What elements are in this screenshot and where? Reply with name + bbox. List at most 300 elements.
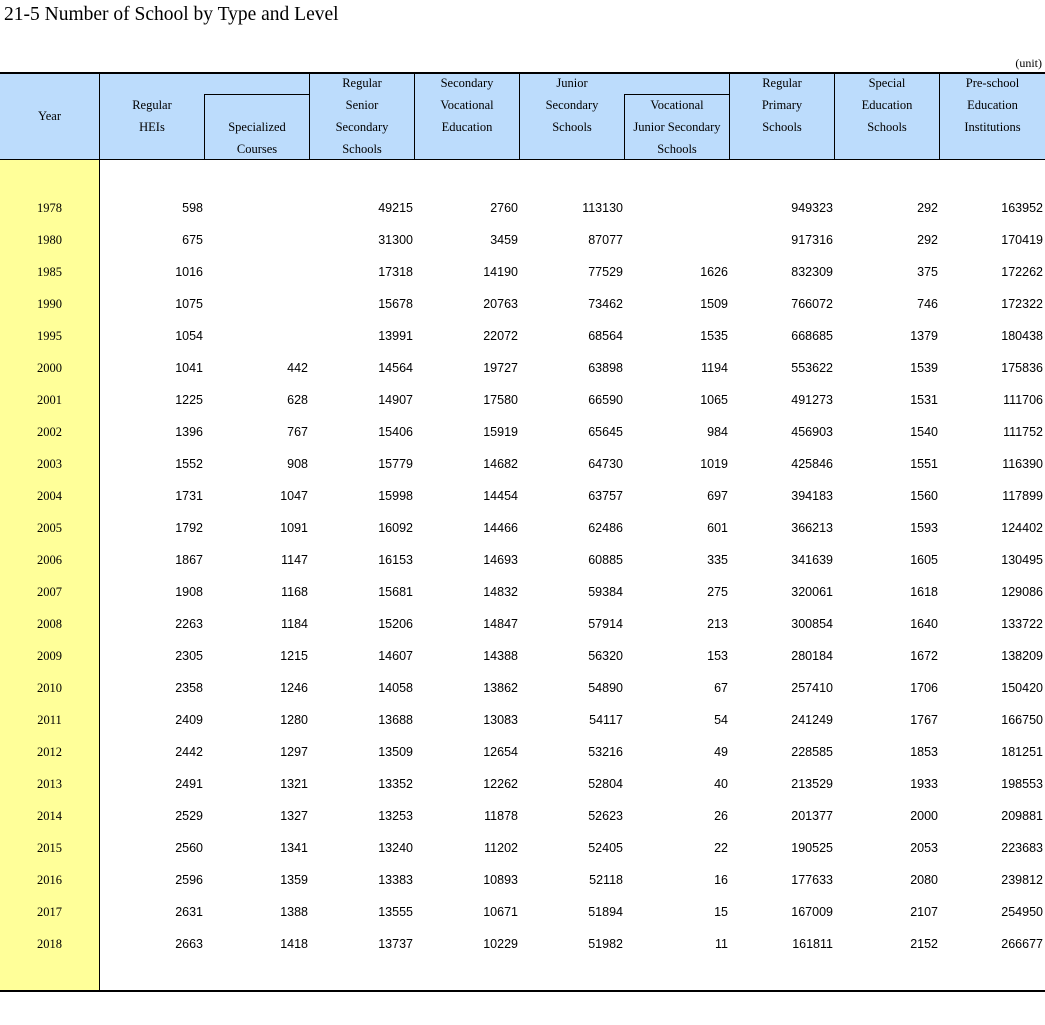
table-row [0, 256, 1045, 288]
value-cell: 52804 [588, 777, 623, 791]
value-cell: 13991 [378, 329, 413, 343]
value-cell: 300854 [791, 617, 833, 631]
header-line: Schools [552, 120, 592, 134]
value-cell: 1341 [280, 841, 308, 855]
page-title: 21-5 Number of School by Type and Level [4, 4, 339, 25]
value-cell: 190525 [791, 841, 833, 855]
value-cell: 2107 [910, 905, 938, 919]
value-cell: 2409 [175, 713, 203, 727]
value-cell: 275 [707, 585, 728, 599]
value-cell: 394183 [791, 489, 833, 503]
value-cell: 13240 [378, 841, 413, 855]
value-cell: 1531 [910, 393, 938, 407]
value-cell: 130495 [1001, 553, 1043, 567]
header-vocational-junior-secondary [625, 94, 729, 160]
value-cell: 1047 [280, 489, 308, 503]
year-cell: 2000 [37, 361, 62, 375]
value-cell: 601 [707, 521, 728, 535]
value-cell: 2053 [910, 841, 938, 855]
value-cell: 77529 [588, 265, 623, 279]
year-cell: 1995 [37, 329, 62, 343]
value-cell: 1041 [175, 361, 203, 375]
table-row [0, 704, 1045, 736]
value-cell [628, 224, 728, 256]
table-row [0, 224, 1045, 256]
value-cell: 456903 [791, 425, 833, 439]
value-cell: 180438 [1001, 329, 1043, 343]
value-cell: 10893 [483, 873, 518, 887]
value-cell: 52118 [589, 873, 623, 887]
value-cell: 14693 [483, 553, 518, 567]
value-cell: 1327 [280, 809, 308, 823]
value-cell: 241249 [791, 713, 833, 727]
value-cell: 15678 [378, 297, 413, 311]
table-row [0, 448, 1045, 480]
value-cell: 150420 [1001, 681, 1043, 695]
value-cell: 1388 [280, 905, 308, 919]
value-cell: 12654 [483, 745, 518, 759]
header-line: Education [861, 98, 913, 112]
value-cell: 1147 [281, 553, 308, 567]
table-row [0, 480, 1045, 512]
value-cell: 14564 [378, 361, 413, 375]
table-row [0, 832, 1045, 864]
value-cell: 832309 [791, 265, 833, 279]
value-cell [208, 288, 308, 320]
value-cell: 1280 [280, 713, 308, 727]
value-cell: 68564 [588, 329, 623, 343]
value-cell: 1540 [910, 425, 938, 439]
header-line: Schools [657, 142, 697, 156]
table-row [0, 736, 1045, 768]
value-cell: 56320 [588, 649, 623, 663]
year-cell: 2001 [37, 393, 62, 407]
header-line: Courses [236, 142, 278, 156]
value-cell: 13688 [378, 713, 413, 727]
value-cell: 1618 [910, 585, 938, 599]
header-line: Junior Secondary [633, 120, 721, 134]
header-line: HEIs [139, 120, 165, 134]
table-row [0, 640, 1045, 672]
header-line: Institutions [964, 120, 1021, 134]
value-cell: 213529 [791, 777, 833, 791]
value-cell: 15681 [378, 585, 413, 599]
value-cell: 53216 [588, 745, 623, 759]
value-cell: 767 [287, 425, 308, 439]
value-cell: 181251 [1001, 745, 1043, 759]
value-cell: 40 [714, 777, 728, 791]
value-cell: 1184 [281, 617, 308, 631]
value-cell: 60885 [588, 553, 623, 567]
value-cell: 177633 [791, 873, 833, 887]
value-cell: 201377 [791, 809, 833, 823]
value-cell: 1593 [910, 521, 938, 535]
value-cell [208, 224, 308, 256]
table-row [0, 288, 1045, 320]
header-line: Senior [345, 98, 379, 112]
value-cell: 1626 [700, 265, 728, 279]
value-cell: 51894 [588, 905, 623, 919]
header-junior-secondary [520, 72, 624, 138]
value-cell: 917316 [791, 233, 833, 247]
header-line: Vocational [650, 98, 704, 112]
year-cell: 2009 [37, 649, 62, 663]
value-cell: 1731 [175, 489, 203, 503]
year-cell: 2004 [37, 489, 62, 503]
value-cell: 320061 [791, 585, 833, 599]
value-cell: 1016 [175, 265, 203, 279]
value-cell: 1168 [281, 585, 308, 599]
value-cell: 1246 [280, 681, 308, 695]
value-cell: 223683 [1001, 841, 1043, 855]
year-cell: 2017 [37, 905, 62, 919]
value-cell: 172322 [1001, 297, 1043, 311]
table-row [0, 416, 1045, 448]
year-cell: 2013 [37, 777, 62, 791]
header-line: Pre-school [965, 76, 1020, 90]
value-cell: 175836 [1001, 361, 1043, 375]
value-cell: 1418 [280, 937, 308, 951]
year-cell: 2016 [37, 873, 62, 887]
table-row [0, 320, 1045, 352]
value-cell: 1706 [910, 681, 938, 695]
value-cell: 116390 [1002, 457, 1043, 471]
year-cell: 2005 [37, 521, 62, 535]
value-cell: 11878 [484, 809, 518, 823]
table-row [0, 608, 1045, 640]
value-cell: 66590 [588, 393, 623, 407]
value-cell: 11 [715, 937, 728, 951]
header-line: Regular [132, 98, 172, 112]
value-cell: 166750 [1001, 713, 1043, 727]
value-cell: 2631 [175, 905, 203, 919]
value-cell: 254950 [1001, 905, 1043, 919]
value-cell: 10229 [483, 937, 518, 951]
value-cell: 553622 [791, 361, 833, 375]
table-row [0, 384, 1045, 416]
value-cell: 2529 [175, 809, 203, 823]
value-cell: 1933 [910, 777, 938, 791]
value-cell: 2358 [175, 681, 203, 695]
value-cell: 54 [714, 713, 728, 727]
value-cell: 13737 [378, 937, 413, 951]
value-cell: 64730 [588, 457, 623, 471]
header-line: Secondary [335, 120, 389, 134]
value-cell: 52405 [588, 841, 623, 855]
value-cell: 766072 [791, 297, 833, 311]
value-cell: 425846 [791, 457, 833, 471]
value-cell [208, 320, 308, 352]
value-cell: 1551 [910, 457, 938, 471]
value-cell: 17318 [378, 265, 413, 279]
table-row [0, 512, 1045, 544]
value-cell: 1091 [280, 521, 308, 535]
value-cell: 22 [714, 841, 728, 855]
value-cell: 14607 [378, 649, 413, 663]
value-cell: 908 [287, 457, 308, 471]
value-cell: 239812 [1001, 873, 1043, 887]
year-cell: 2015 [37, 841, 62, 855]
value-cell: 1019 [700, 457, 728, 471]
value-cell: 54117 [589, 713, 623, 727]
value-cell: 266677 [1001, 937, 1043, 951]
value-cell: 117899 [1002, 489, 1043, 503]
year-cell: 2014 [37, 809, 62, 823]
value-cell: 335 [707, 553, 728, 567]
value-cell: 14682 [483, 457, 518, 471]
value-cell: 292 [917, 233, 938, 247]
value-cell: 2491 [175, 777, 203, 791]
value-cell: 1792 [175, 521, 203, 535]
value-cell: 1194 [701, 361, 728, 375]
value-cell: 14190 [483, 265, 518, 279]
header-line: Secondary [545, 98, 599, 112]
value-cell: 14388 [483, 649, 518, 663]
value-cell [628, 192, 728, 224]
value-cell: 2152 [910, 937, 938, 951]
value-cell: 3459 [490, 233, 518, 247]
value-cell: 13862 [483, 681, 518, 695]
value-cell: 2263 [175, 617, 203, 631]
year-cell: 1985 [37, 265, 62, 279]
value-cell: 2560 [175, 841, 203, 855]
value-cell: 2760 [490, 201, 518, 215]
value-cell: 153 [707, 649, 728, 663]
value-cell: 16153 [378, 553, 413, 567]
value-cell: 13083 [483, 713, 518, 727]
value-cell: 163952 [1001, 201, 1043, 215]
value-cell: 87077 [588, 233, 623, 247]
value-cell: 20763 [483, 297, 518, 311]
value-cell: 14454 [483, 489, 518, 503]
value-cell: 49 [714, 745, 728, 759]
value-cell: 15779 [378, 457, 413, 471]
value-cell: 213 [707, 617, 728, 631]
value-cell: 1605 [910, 553, 938, 567]
header-regular-primary [730, 72, 834, 138]
value-cell: 111706 [1003, 393, 1043, 407]
value-cell: 15919 [483, 425, 518, 439]
header-line: Education [967, 98, 1018, 112]
value-cell: 746 [917, 297, 938, 311]
value-cell: 1359 [280, 873, 308, 887]
value-cell [208, 192, 308, 224]
value-cell: 1867 [175, 553, 203, 567]
header-line: Regular [762, 76, 802, 90]
value-cell: 228585 [791, 745, 833, 759]
header-line: Vocational [440, 98, 494, 112]
value-cell: 2080 [910, 873, 938, 887]
value-cell: 341639 [791, 553, 833, 567]
value-cell: 14058 [378, 681, 413, 695]
value-cell: 62486 [588, 521, 623, 535]
value-cell: 63757 [588, 489, 623, 503]
value-cell: 1672 [910, 649, 938, 663]
value-cell: 49215 [378, 201, 413, 215]
value-cell: 442 [287, 361, 308, 375]
value-cell: 1535 [700, 329, 728, 343]
table-row [0, 544, 1045, 576]
header-special-education [835, 72, 939, 138]
value-cell: 1509 [700, 297, 728, 311]
value-cell: 1065 [700, 393, 728, 407]
value-cell: 628 [287, 393, 308, 407]
value-cell: 2305 [175, 649, 203, 663]
value-cell: 15206 [378, 617, 413, 631]
value-cell: 167009 [791, 905, 833, 919]
table-row [0, 576, 1045, 608]
year-cell: 1990 [37, 297, 62, 311]
value-cell: 12262 [483, 777, 518, 791]
value-cell: 13555 [378, 905, 413, 919]
table-row [0, 352, 1045, 384]
year-cell: 2007 [37, 585, 62, 599]
value-cell: 22072 [483, 329, 518, 343]
table-row [0, 896, 1045, 928]
value-cell: 172262 [1001, 265, 1043, 279]
value-cell: 668685 [791, 329, 833, 343]
value-cell: 19727 [483, 361, 518, 375]
value-cell: 1215 [280, 649, 308, 663]
value-cell: 124402 [1001, 521, 1043, 535]
value-cell: 113130 [582, 201, 623, 215]
value-cell: 949323 [791, 201, 833, 215]
header-preschool [940, 72, 1045, 138]
header-line: Education [441, 120, 493, 134]
value-cell: 138209 [1001, 649, 1043, 663]
value-cell: 1640 [910, 617, 938, 631]
value-cell: 54890 [588, 681, 623, 695]
header-regular-heis [100, 94, 204, 138]
table-row [0, 800, 1045, 832]
value-cell: 14832 [483, 585, 518, 599]
value-cell: 1908 [175, 585, 203, 599]
year-cell: 2011 [37, 713, 62, 727]
header-line: Primary [761, 98, 803, 112]
value-cell: 14907 [378, 393, 413, 407]
year-cell: 2008 [37, 617, 62, 631]
value-cell: 14847 [483, 617, 518, 631]
value-cell: 1297 [280, 745, 308, 759]
value-cell: 73462 [588, 297, 623, 311]
value-cell: 2663 [175, 937, 203, 951]
year-cell: 2010 [37, 681, 62, 695]
value-cell: 51982 [588, 937, 623, 951]
year-cell: 1978 [37, 201, 62, 215]
value-cell: 375 [917, 265, 938, 279]
value-cell: 13253 [378, 809, 413, 823]
value-cell: 111752 [1003, 425, 1043, 439]
value-cell: 13383 [378, 873, 413, 887]
table-row [0, 928, 1045, 960]
value-cell: 13509 [378, 745, 413, 759]
value-cell: 11202 [484, 841, 518, 855]
value-cell: 697 [707, 489, 728, 503]
table-bottom-rule [0, 990, 1045, 992]
value-cell: 170419 [1001, 233, 1043, 247]
value-cell: 198553 [1001, 777, 1043, 791]
value-cell: 2000 [910, 809, 938, 823]
value-cell: 129086 [1001, 585, 1043, 599]
value-cell: 366213 [791, 521, 833, 535]
value-cell: 15998 [378, 489, 413, 503]
header-specialized-courses [205, 116, 309, 160]
value-cell: 59384 [588, 585, 623, 599]
value-cell: 1054 [175, 329, 203, 343]
value-cell: 16 [714, 873, 728, 887]
value-cell: 1853 [910, 745, 938, 759]
value-cell: 1767 [910, 713, 938, 727]
header-line: Secondary [440, 76, 494, 90]
value-cell: 14466 [483, 521, 518, 535]
value-cell: 491273 [791, 393, 833, 407]
value-cell: 209881 [1001, 809, 1043, 823]
value-cell: 133722 [1001, 617, 1043, 631]
table-row [0, 864, 1045, 896]
header-line: Specialized [228, 120, 286, 134]
value-cell: 280184 [791, 649, 833, 663]
table-row [0, 192, 1045, 224]
table-row [0, 672, 1045, 704]
year-cell: 1980 [37, 233, 62, 247]
unit-label: (unit) [1015, 56, 1042, 70]
value-cell: 2442 [175, 745, 203, 759]
value-cell: 67 [714, 681, 728, 695]
value-cell: 1321 [280, 777, 308, 791]
header-line: Special [868, 76, 906, 90]
value-cell: 16092 [378, 521, 413, 535]
value-cell: 1379 [910, 329, 938, 343]
header-line: Regular [342, 76, 382, 90]
value-cell: 31300 [378, 233, 413, 247]
header-line: Schools [762, 120, 802, 134]
value-cell: 65645 [588, 425, 623, 439]
table-row [0, 768, 1045, 800]
value-cell: 292 [917, 201, 938, 215]
header-secondary-vocational [415, 72, 519, 138]
value-cell: 598 [182, 201, 203, 215]
value-cell: 15406 [378, 425, 413, 439]
value-cell: 1560 [910, 489, 938, 503]
value-cell: 10671 [483, 905, 518, 919]
value-cell: 13352 [378, 777, 413, 791]
header-line: Schools [342, 142, 382, 156]
year-cell: 2003 [37, 457, 62, 471]
header-year: Year [37, 109, 62, 123]
value-cell: 984 [707, 425, 728, 439]
value-cell: 1225 [175, 393, 203, 407]
header-line: Junior [556, 76, 588, 90]
value-cell: 17580 [483, 393, 518, 407]
value-cell [208, 256, 308, 288]
header-regular-senior-secondary [310, 72, 414, 160]
value-cell: 2596 [175, 873, 203, 887]
value-cell: 1552 [175, 457, 203, 471]
value-cell: 675 [182, 233, 203, 247]
value-cell: 1539 [910, 361, 938, 375]
year-cell: 2012 [37, 745, 62, 759]
header-line: Schools [867, 120, 907, 134]
value-cell: 257410 [791, 681, 833, 695]
year-cell: 2006 [37, 553, 62, 567]
value-cell: 15 [714, 905, 728, 919]
value-cell: 63898 [588, 361, 623, 375]
value-cell: 161811 [792, 937, 833, 951]
value-cell: 1075 [175, 297, 203, 311]
year-cell: 2002 [37, 425, 62, 439]
value-cell: 52623 [588, 809, 623, 823]
year-cell: 2018 [37, 937, 62, 951]
